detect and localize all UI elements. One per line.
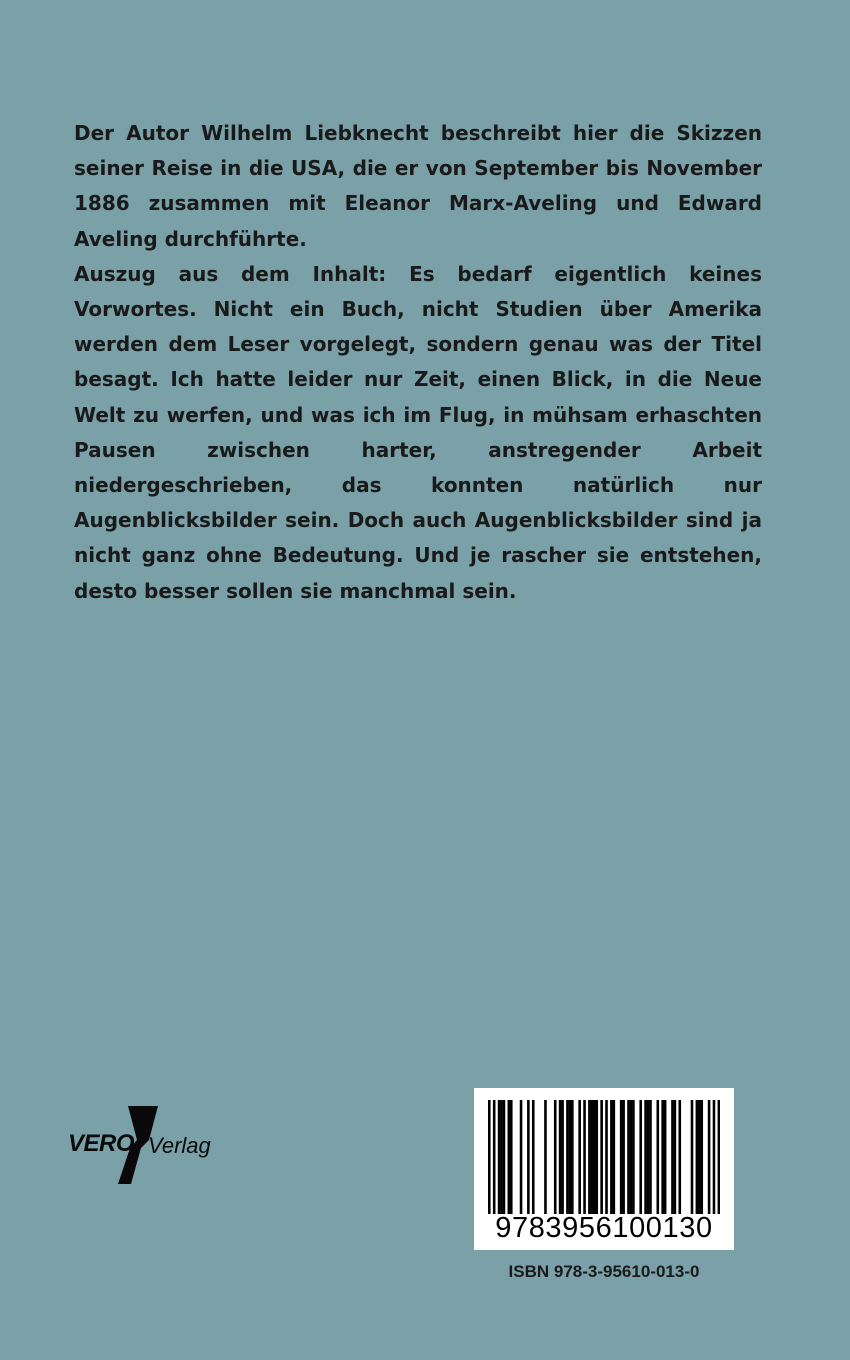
barcode-bar bbox=[500, 1100, 503, 1214]
barcode-bar bbox=[620, 1100, 623, 1214]
barcode-bar bbox=[559, 1100, 562, 1214]
barcode-bar bbox=[498, 1100, 501, 1214]
barcode-bar bbox=[647, 1100, 650, 1214]
barcode-bar bbox=[566, 1100, 569, 1214]
barcode-bar bbox=[713, 1100, 716, 1214]
barcode-bar bbox=[708, 1100, 711, 1214]
barcode-bar bbox=[627, 1100, 630, 1214]
blurb-paragraph-2: Auszug aus dem Inhalt: Es bedarf eigentlich keines Vorwortes. Nicht ein Buch, nicht Studien über Amerika werden dem Leser vorgelegt, sondern genau was der Titel besagt. Ich hatte leider nur Zeit, einen Blick, in die Neue Welt zu werfen, und was ich im Flug, in mühsam erhaschten Pausen zwischen harter, anstregender Arbeit niedergeschrieben, das konnten natürlich nur Augenblicksbilder sein. Doch auch Augenblicksbilder sind ja nicht ganz ohne Bedeutung. Und je rascher sie entstehen, desto besser sollen sie manchmal sein. bbox=[74, 261, 762, 603]
barcode-bar bbox=[657, 1100, 660, 1214]
barcode-bar bbox=[488, 1100, 491, 1214]
barcode-digits: 9783956100130 bbox=[495, 1212, 713, 1244]
barcode-bar bbox=[493, 1100, 496, 1214]
barcode-bar bbox=[520, 1100, 523, 1214]
barcode-bar bbox=[600, 1100, 603, 1214]
barcode-bar bbox=[718, 1100, 720, 1214]
barcode-panel bbox=[474, 1088, 734, 1250]
barcode-bar bbox=[583, 1100, 586, 1214]
barcode-bar bbox=[605, 1100, 608, 1214]
barcode-bar bbox=[527, 1100, 530, 1214]
barcode-bar bbox=[569, 1100, 572, 1214]
barcode-bar bbox=[510, 1100, 513, 1214]
isbn-label: ISBN 978-3-95610-013-0 bbox=[508, 1262, 700, 1281]
publisher-name-bold: VERO bbox=[68, 1130, 135, 1157]
barcode-bar bbox=[622, 1100, 625, 1214]
barcode-bar bbox=[508, 1100, 511, 1214]
barcode-bar bbox=[588, 1100, 591, 1214]
barcode-bar bbox=[544, 1100, 547, 1214]
barcode-bar bbox=[661, 1100, 664, 1214]
barcode-bar bbox=[696, 1100, 699, 1214]
barcode-bar bbox=[674, 1100, 677, 1214]
barcode-bar bbox=[578, 1100, 581, 1214]
barcode-bar bbox=[532, 1100, 535, 1214]
blurb-paragraph-1: Der Autor Wilhelm Liebknecht beschreibt hier die Skizzen seiner Reise in die USA, die er von September bis November 1886 zusammen mit Eleanor Marx-Aveling und Edward Aveling durchführte. bbox=[74, 121, 762, 251]
barcode-bar bbox=[613, 1100, 616, 1214]
publisher-logo bbox=[68, 1106, 211, 1184]
publisher-name-light: Verlag bbox=[148, 1133, 211, 1158]
barcode-bar bbox=[664, 1100, 667, 1214]
barcode-bar bbox=[700, 1100, 703, 1214]
barcode-bar bbox=[691, 1100, 694, 1214]
barcode-bar bbox=[561, 1100, 564, 1214]
barcode-bar bbox=[630, 1100, 633, 1214]
barcode-bar bbox=[678, 1100, 681, 1214]
barcode-bar bbox=[595, 1100, 598, 1214]
barcode-bar bbox=[503, 1100, 506, 1214]
barcode-bar bbox=[610, 1100, 613, 1214]
barcode-bar bbox=[554, 1100, 557, 1214]
barcode-bar bbox=[698, 1100, 701, 1214]
back-cover-blurb bbox=[74, 116, 762, 609]
barcode-bar bbox=[644, 1100, 647, 1214]
barcode-bar bbox=[639, 1100, 642, 1214]
barcode-bar bbox=[649, 1100, 652, 1214]
barcode-bar bbox=[591, 1100, 594, 1214]
barcode-bar bbox=[671, 1100, 674, 1214]
barcode-icon bbox=[488, 1100, 720, 1214]
barcode-bar bbox=[632, 1100, 635, 1214]
barcode-bar bbox=[593, 1100, 596, 1214]
barcode-bar bbox=[571, 1100, 574, 1214]
